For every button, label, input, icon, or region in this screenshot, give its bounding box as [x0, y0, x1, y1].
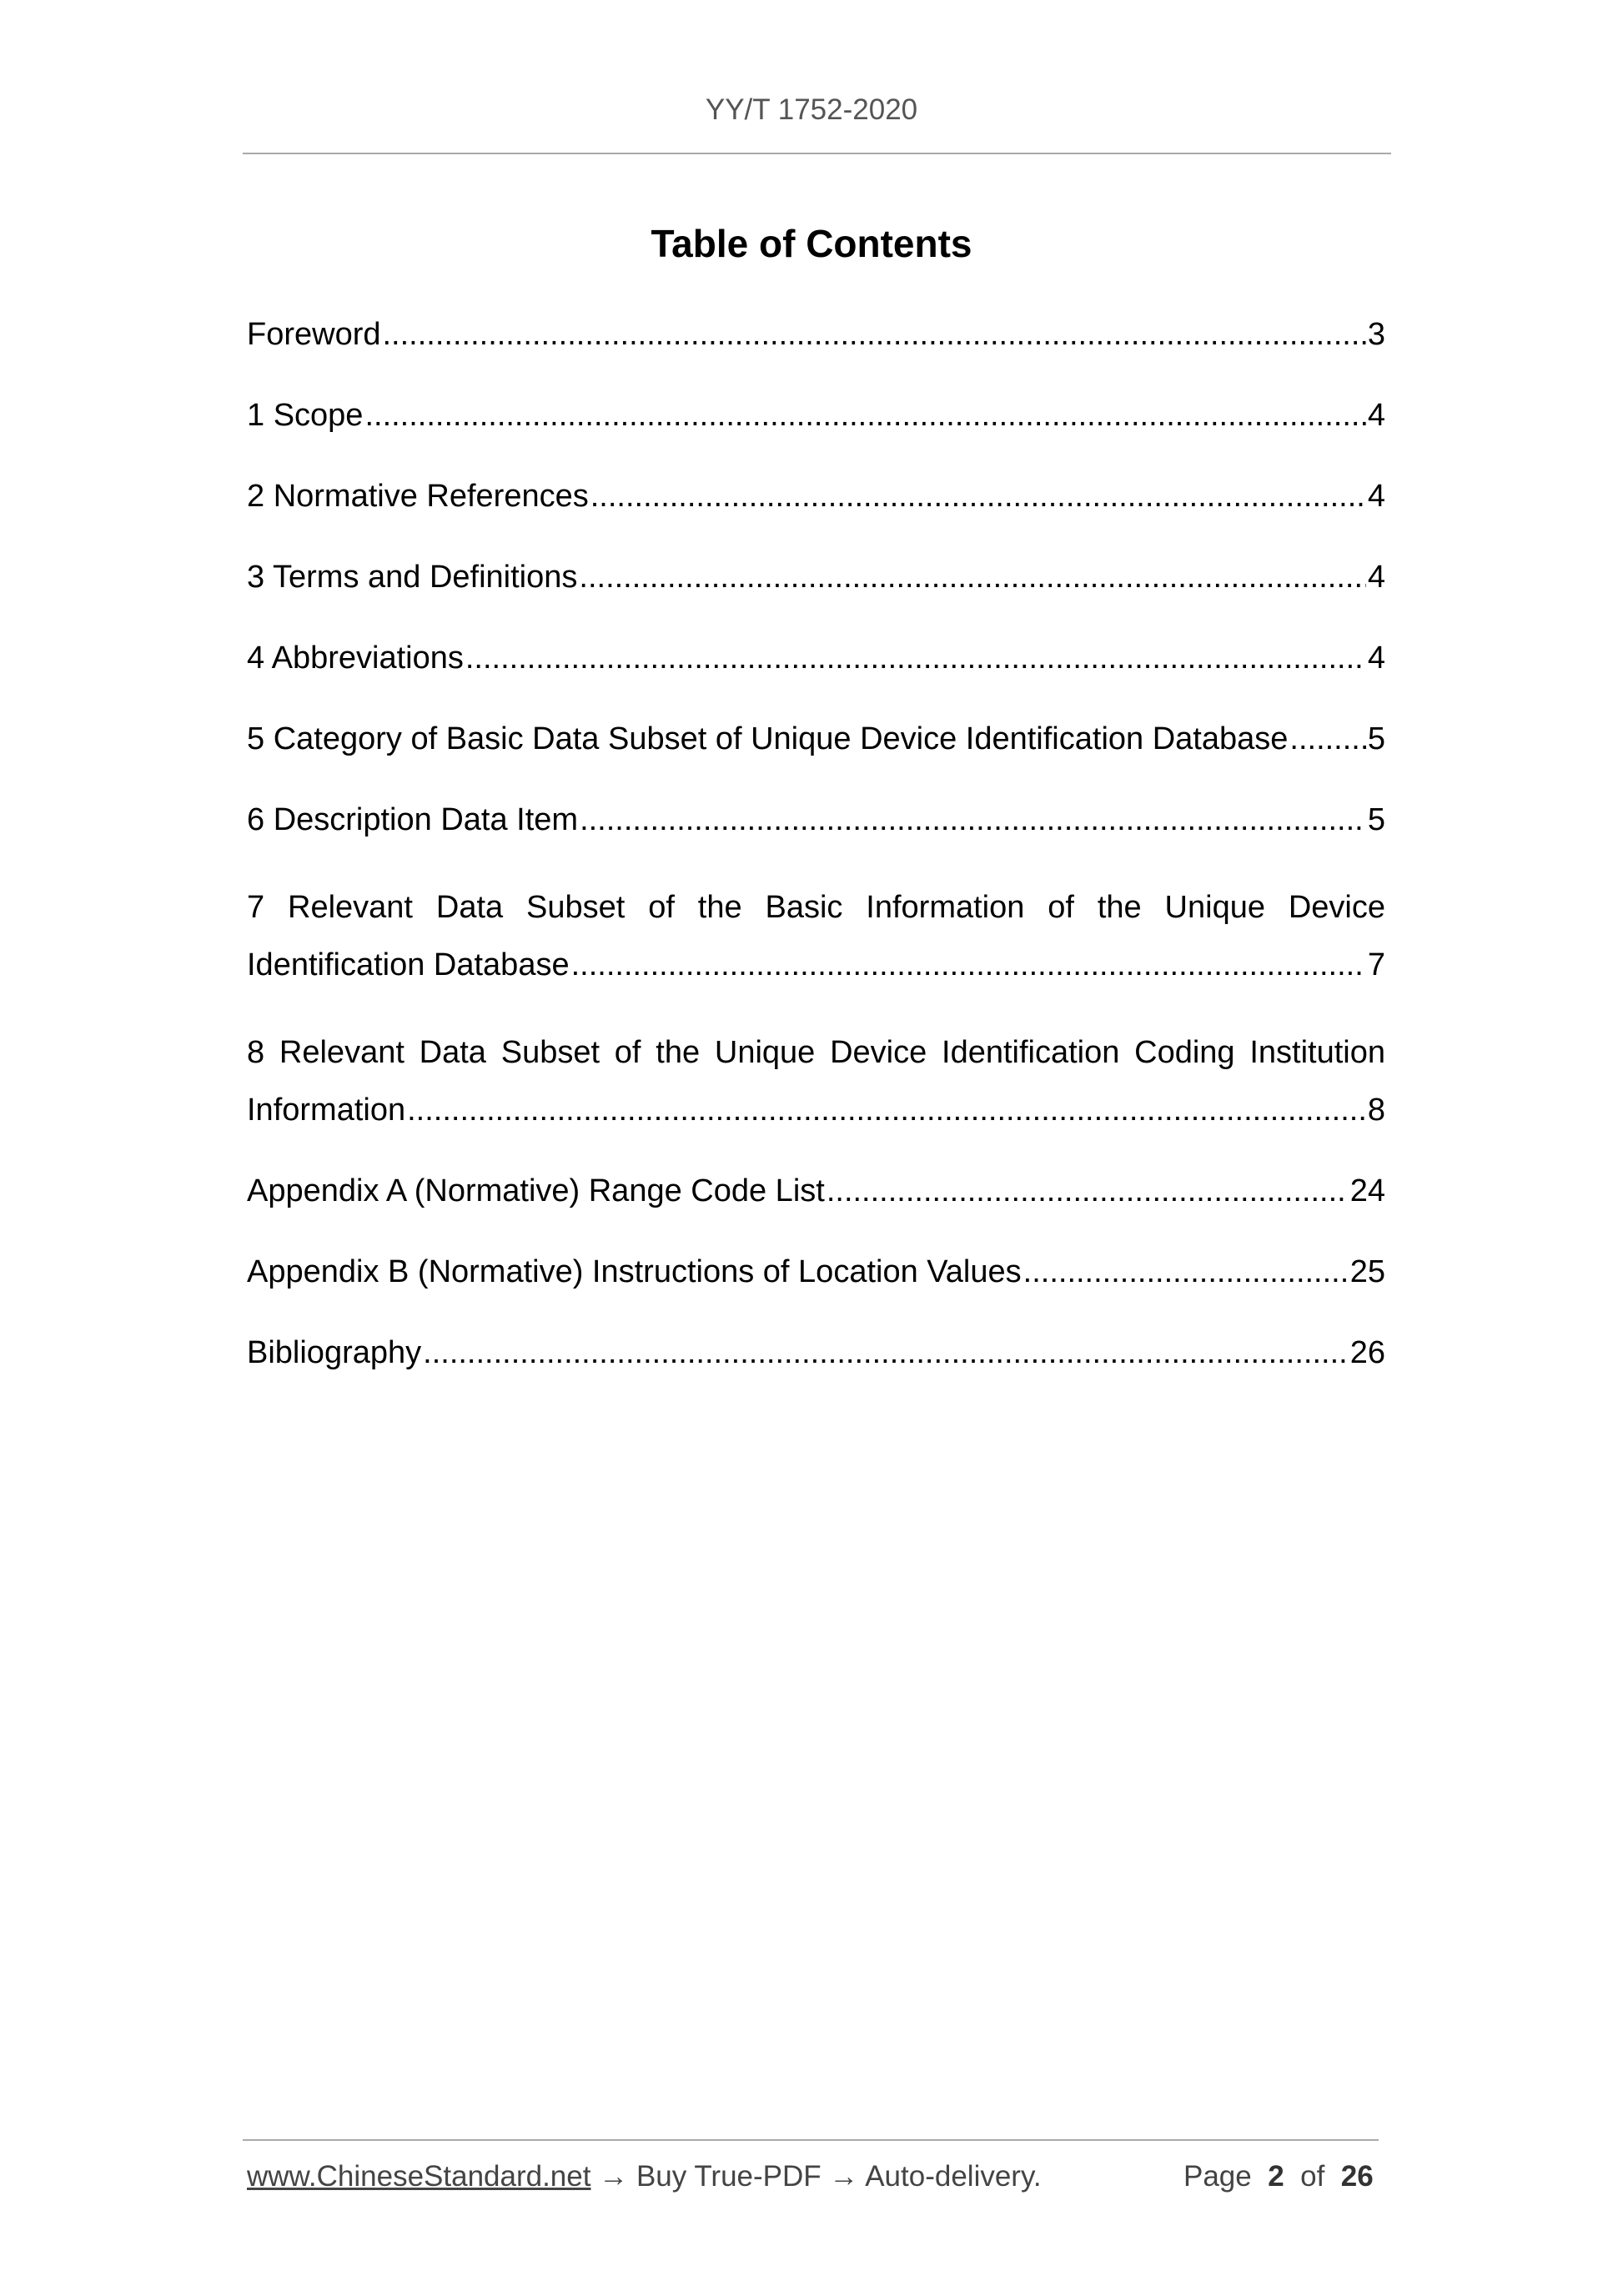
dot-leader	[383, 317, 1366, 353]
toc-entry-title: 3 Terms and Definitions	[247, 560, 578, 595]
toc-entry-page: 4	[1367, 398, 1385, 433]
page-footer	[247, 2160, 1385, 2202]
toc-title: Table of Contents	[651, 222, 972, 265]
toc-entry-title: Appendix B (Normative) Instructions of Location Values	[247, 1254, 1022, 1289]
toc-entry-title-line1: 8 Relevant Data Subset of the Unique Device Identification Coding Institution	[247, 1035, 1385, 1070]
dot-leader	[579, 560, 1365, 595]
table-of-contents	[247, 317, 1385, 1416]
toc-entry-category[interactable]	[247, 721, 1385, 770]
delivery-text: Auto-delivery.	[865, 2160, 1042, 2193]
footer-divider	[243, 2139, 1379, 2141]
toc-entry-page: 5	[1367, 721, 1385, 756]
toc-entry-title-line2: Identification Database	[247, 947, 570, 982]
dot-leader	[423, 1335, 1349, 1371]
page-label: Page	[1183, 2160, 1252, 2193]
dot-leader	[1289, 721, 1365, 757]
dot-leader	[590, 479, 1366, 515]
toc-entry-page: 25	[1349, 1254, 1385, 1289]
toc-entry-title: 2 Normative References	[247, 479, 589, 514]
toc-entry-terms-definitions[interactable]	[247, 560, 1385, 608]
toc-entry-abbreviations[interactable]	[247, 641, 1385, 689]
website-link[interactable]: www.ChineseStandard.net	[247, 2160, 591, 2193]
toc-entry-page: 8	[1367, 1093, 1385, 1128]
dot-leader	[1023, 1254, 1349, 1290]
toc-entry-page: 3	[1367, 317, 1385, 352]
document-code: YY/T 1752-2020	[705, 93, 918, 126]
toc-entry-page: 7	[1367, 947, 1385, 982]
toc-entry-title: 4 Abbreviations	[247, 641, 464, 676]
toc-entry-page: 4	[1367, 479, 1385, 514]
arrow-right-icon: →	[599, 2160, 629, 2193]
dot-leader	[827, 1173, 1349, 1209]
dot-leader	[580, 802, 1366, 838]
dot-leader	[407, 1093, 1366, 1128]
toc-entry-title: 1 Scope	[247, 398, 364, 433]
toc-entry-appendix-a[interactable]	[247, 1173, 1385, 1222]
toc-entry-page: 5	[1367, 802, 1385, 837]
toc-entry-description-data-item[interactable]	[247, 802, 1385, 851]
dot-leader	[465, 641, 1366, 676]
toc-entry-coding-institution-subset[interactable]	[247, 1028, 1385, 1141]
header-divider	[243, 153, 1391, 154]
arrow-right-icon: →	[829, 2160, 859, 2193]
toc-entry-title: 6 Description Data Item	[247, 802, 579, 837]
toc-entry-title: 5 Category of Basic Data Subset of Unique Device Identification Database	[247, 721, 1289, 756]
toc-entry-title: Appendix A (Normative) Range Code List	[247, 1173, 825, 1208]
toc-entry-title-line1: 7 Relevant Data Subset of the Basic Information of the Unique Device	[247, 890, 1385, 925]
dot-leader	[364, 398, 1365, 434]
toc-entry-bibliography[interactable]	[247, 1335, 1385, 1384]
toc-entry-foreword[interactable]	[247, 317, 1385, 365]
current-page: 2	[1268, 2160, 1284, 2193]
toc-entry-page: 24	[1349, 1173, 1385, 1208]
page-of-label: of	[1300, 2160, 1325, 2193]
toc-entry-title-line2: Information	[247, 1093, 406, 1128]
toc-entry-basic-information-subset[interactable]	[247, 883, 1385, 996]
page-indicator	[1183, 2160, 1374, 2193]
toc-entry-page: 4	[1367, 641, 1385, 676]
dot-leader	[571, 947, 1366, 983]
total-pages: 26	[1340, 2160, 1374, 2193]
toc-entry-page: 26	[1349, 1335, 1385, 1370]
buy-text: Buy True-PDF	[636, 2160, 822, 2193]
toc-entry-page: 4	[1367, 560, 1385, 595]
toc-entry-title: Bibliography	[247, 1335, 422, 1370]
toc-entry-appendix-b[interactable]	[247, 1254, 1385, 1303]
toc-entry-title: Foreword	[247, 317, 381, 352]
toc-entry-normative-references[interactable]	[247, 479, 1385, 527]
toc-entry-scope[interactable]	[247, 398, 1385, 446]
